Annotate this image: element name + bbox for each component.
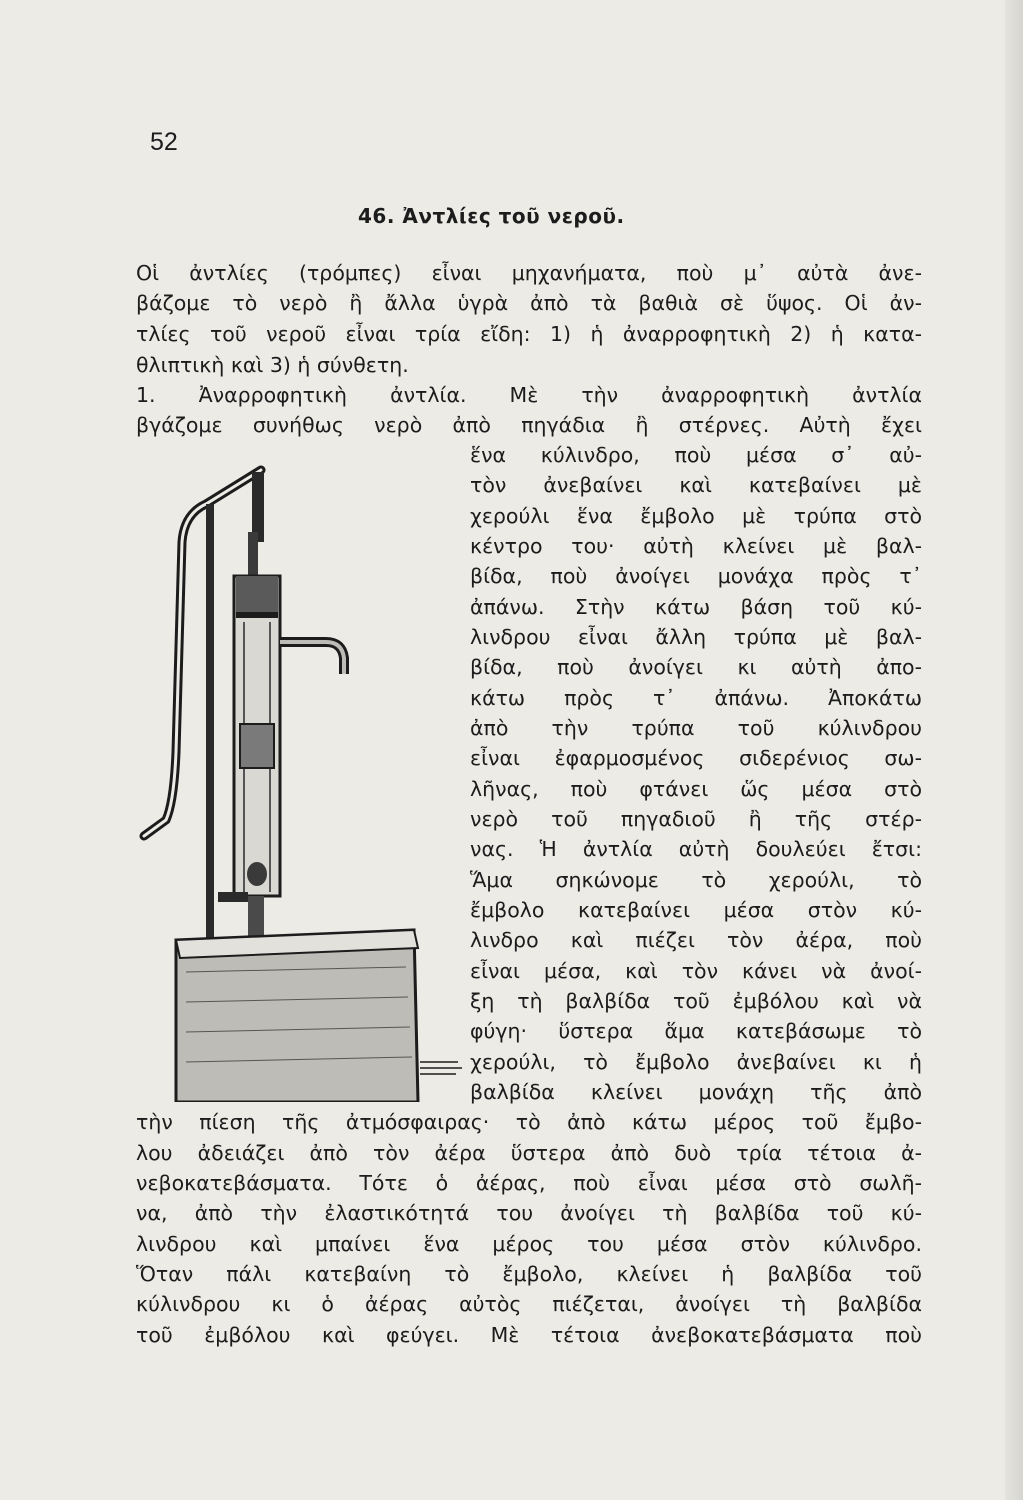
paragraph-line: τὸν ἀνεβαίνει καὶ κατεβαίνει μὲ <box>470 473 922 497</box>
paragraph-line: θλιπτικὴ καὶ 3) ἡ σύνθετη. <box>136 353 409 377</box>
paragraph-line: λου ἀδειάζει ἀπὸ τὸν ἀέρα ὕστερα ἀπὸ δυὸ τρία τέτοια ἀ- <box>136 1141 922 1165</box>
paragraph-line: εἶναι ἐφαρμοσμένος σιδερένιος σω- <box>470 746 922 770</box>
paragraph-line: χερούλι, τὸ ἔμβολο ἀνεβαίνει κι ἡ <box>470 1050 922 1074</box>
paragraph-line: τοῦ ἐμβόλου καὶ φεύγει. Μὲ τέτοια ἀνεβοκατεβάσματα ποὺ <box>136 1323 922 1347</box>
page-edge <box>1005 0 1023 1500</box>
paragraph-line: νεβοκατεβάσματα. Τότε ὁ ἀέρας, ποὺ εἶναι μέσα στὸ σωλῆ- <box>136 1171 922 1195</box>
paragraph-line: εἶναι μέσα, καὶ τὸν κάνει νὰ ἀνοί- <box>470 959 922 983</box>
paragraph-line: κύλινδρου κι ὁ ἀέρας αὐτὸς πιέζεται, ἀνοίγει τὴ βαλβίδα <box>136 1292 922 1316</box>
paragraph-line: τὴν πίεση τῆς ἀτμόσφαιρας· τὸ ἀπὸ κάτω μέρος τοῦ ἔμβο- <box>136 1110 922 1134</box>
paragraph-line: Ὅταν πάλι κατεβαίνη τὸ ἔμβολο, κλείνει ἡ βαλβίδα τοῦ <box>136 1262 922 1286</box>
paragraph-line: φύγη· ὕστερα ἅμα κατεβάσωμε τὸ <box>470 1019 922 1043</box>
bottom-valve <box>247 862 267 886</box>
paragraph-line: κάτω πρὸς τ᾽ ἀπάνω. Ἀποκάτω <box>470 686 922 710</box>
paragraph-line: χερούλι ἕνα ἔμβολο μὲ τρύπα στὸ <box>470 504 922 528</box>
paragraph-line: ἀπάνω. Στὴν κάτω βάση τοῦ κύ- <box>470 595 922 619</box>
paragraph-line: βίδα, ποὺ ἀνοίγει κι αὐτὴ ἀπο- <box>470 655 922 679</box>
suction-pump-illustration <box>136 462 466 1102</box>
paragraph-line: ἔμβολο κατεβαίνει μέσα στὸν κύ- <box>470 898 922 922</box>
section-heading: 46. Ἀντλίες τοῦ νεροῦ. <box>358 204 625 228</box>
pump-spout <box>280 642 344 674</box>
paragraph-line: να, ἀπὸ τὴν ἐλαστικότητά του ἀνοίγει τὴ βαλβίδα τοῦ κύ- <box>136 1201 922 1225</box>
pump-piston <box>240 724 274 768</box>
paragraph-line: λινδρου καὶ μπαίνει ἕνα μέρος του μέσα στὸν κύλινδρο. <box>136 1232 922 1256</box>
paragraph-line: ξη τὴ βαλβίδα τοῦ ἐμβόλου καὶ νὰ <box>470 989 922 1013</box>
paragraph-line: λινδρου εἶναι ἄλλη τρύπα μὲ βαλ- <box>470 625 922 649</box>
page-number: 52 <box>150 128 178 156</box>
paragraph-line: τλίες τοῦ νεροῦ εἶναι τρία εἴδη: 1) ἡ ἀναρροφητικὴ 2) ἡ κατα- <box>136 322 922 346</box>
paragraph-line: Ἅμα σηκώνομε τὸ χερούλι, τὸ <box>470 868 922 892</box>
paragraph-line: κέντρο του· αὐτὴ κλείνει μὲ βαλ- <box>470 534 922 558</box>
paragraph-line: Οἱ ἀντλίες (τρόμπες) εἶναι μηχανήματα, ποὺ μ᾽ αὐτὰ ἀνε- <box>136 261 922 285</box>
paragraph-line: λινδρο καὶ πιέζει τὸν ἀέρα, ποὺ <box>470 928 922 952</box>
paragraph-line: βαλβίδα κλείνει μονάχη τῆς ἀπὸ <box>470 1080 922 1104</box>
paragraph-line: βγάζομε συνήθως νερὸ ἀπὸ πηγάδια ἢ στέρνες. Αὐτὴ ἔχει <box>136 413 922 437</box>
paragraph-line: ἀπὸ τὴν τρύπα τοῦ κύλινδρου <box>470 716 922 740</box>
handle-link <box>252 472 264 542</box>
paragraph-line: νερὸ τοῦ πηγαδιοῦ ἢ τῆς στέρ- <box>470 807 922 831</box>
paragraph-line: βάζομε τὸ νερὸ ἢ ἄλλα ὑγρὰ ἀπὸ τὰ βαθιὰ σὲ ὕψος. Οἱ ἀν- <box>136 291 922 315</box>
support-rod <box>206 504 214 944</box>
paragraph-line: 1. Ἀναρροφητικὴ ἀντλία. Μὲ τὴν ἀναρροφητικὴ ἀντλία <box>136 383 922 407</box>
paragraph-line: ἕνα κύλινδρο, ποὺ μέσα σ᾽ αὐ- <box>470 443 922 467</box>
paragraph-line: βίδα, ποὺ ἀνοίγει μονάχα πρὸς τ᾽ <box>470 564 922 588</box>
paragraph-line: λῆνας, ποὺ φτάνει ὥς μέσα στὸ <box>470 777 922 801</box>
paragraph-line: νας. Ἡ ἀντλία αὐτὴ δουλεύει ἔτσι: <box>470 837 922 861</box>
